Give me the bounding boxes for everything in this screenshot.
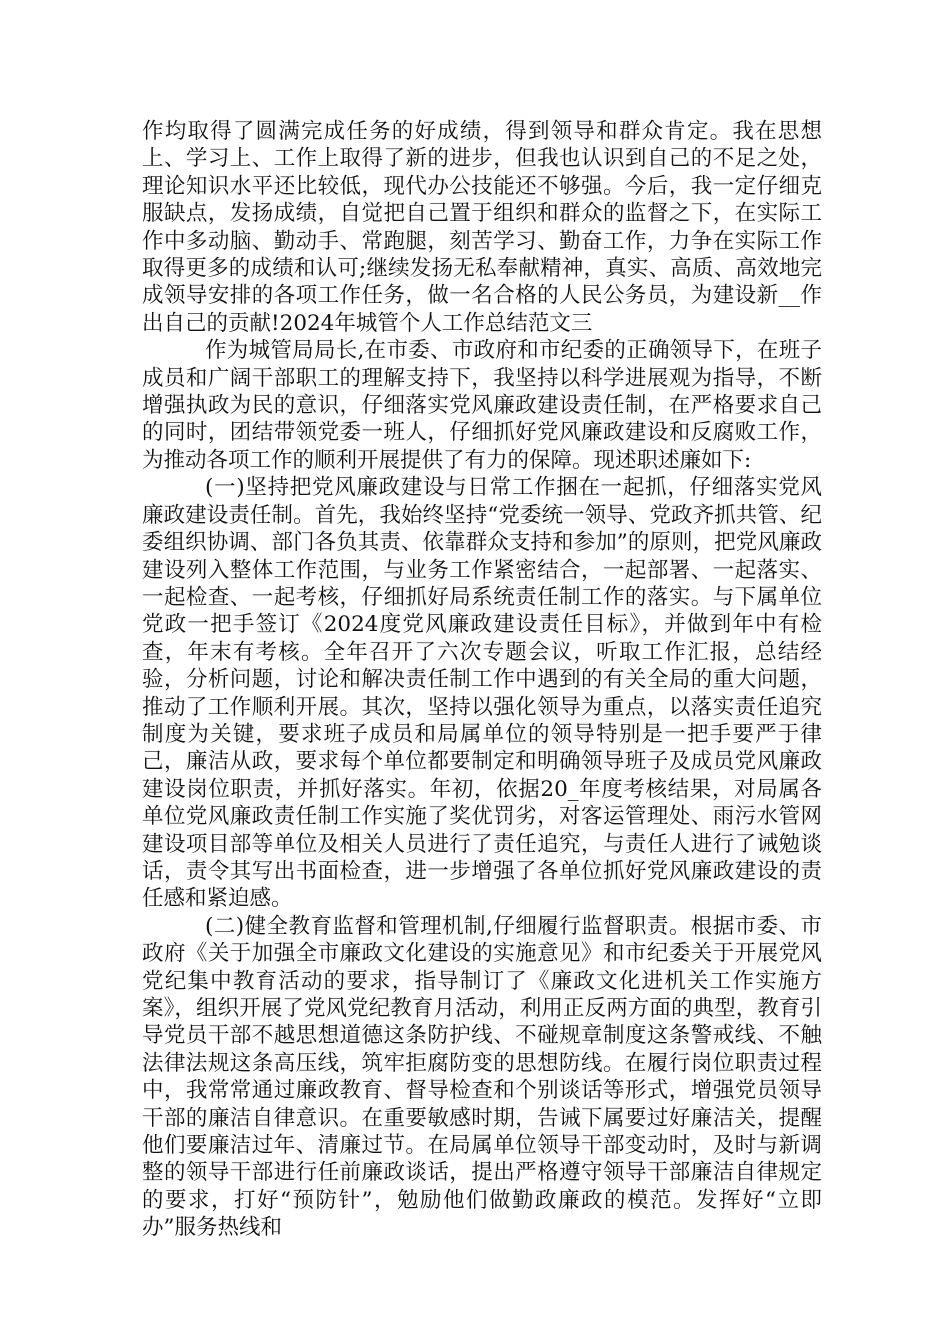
paragraph-2: 作为城管局局长,在市委、市政府和市纪委的正确领导下，在班子成员和广阔干部职工的理解支持下，我坚持以科学进展观为指导，不断增强执政为民的意识，仔细落实党风廉政建设责任制，在严格要求自己的同时，团结带领党委一班人，仔细抓好党风廉政建设和反腐败工作，为推动各项工作的顺利开展提供了有力的保障。现述职述廉如下: [142,338,822,473]
paragraph-1: 作均取得了圆满完成任务的好成绩，得到领导和群众肯定。我在思想上、学习上、工作上取得了新的进步，但我也认识到自己的不足之处，理论知识水平还比较低，现代办公技能还不够强。今后，我一定仔细克服缺点，发扬成绩，自觉把自己置于组织和群众的监督之下，在实际工作中多动脑、勤动手、常跑腿，刻苦学习、勤奋工作，力争在实际工作取得更多的成绩和认可;继续发扬无私奉献精神，真实、高质、高效地完成领导安排的各项工作任务，做一名合格的人民公务员，为建设新__作出自己的贡献!2024年城管个人工作总结范文三 [142,119,822,336]
document-body [142,118,822,1242]
paragraph-4: (二)健全教育监督和管理机制,仔细履行监督职责。根据市委、市政府《关于加强全市廉政文化建设的实施意见》和市纪委关于开展党风党纪集中教育活动的要求，指导制订了《廉政文化进机关工作实施方案》，组织开展了党风党纪教育月活动，利用正反两方面的典型，教育引导党员干部不越思想道德这条防护线、不碰规章制度这条警戒线、不触法律法规这条高压线，筑牢拒腐防变的思想防线。在履行岗位职责过程中，我常常通过廉政教育、督导检查和个别谈话等形式，增强党员领导干部的廉洁自律意识。在重要敏感时期，告诫下属要过好廉洁关，提醒他们要廉洁过年、清廉过节。在局属单位领导干部变动时，及时与新调整的领导干部进行任前廉政谈话，提出严格遵守领导干部廉洁自律规定的要求，打好“预防针”，勉励他们做勤政廉政的模范。发挥好“立即办”服务热线和 [142,913,822,1241]
paragraph-3: (一)坚持把党风廉政建设与日常工作捆在一起抓，仔细落实党风廉政建设责任制。首先，我始终坚持“党委统一领导、党政齐抓共管、纪委组织协调、部门各负其责、依靠群众支持和参加”的原则，把党风廉政建设列入整体工作范围，与业务工作紧密结合，一起部署、一起落实、一起检查、一起考核，仔细抓好局系统责任制工作的落实。与下属单位党政一把手签订《2024度党风廉政建设责任目标》，并做到年中有检查，年末有考核。全年召开了六次专题会议，听取工作汇报，总结经验，分析问题，讨论和解决责任制工作中遇到的有关全局的重大问题，推动了工作顺利开展。其次，坚持以强化领导为重点，以落实责任追究制度为关键，要求班子成员和局属单位的领导特别是一把手要严于律己，廉洁从政，要求每个单位都要制定和明确领导班子及成员党风廉政建设岗位职责，并抓好落实。年初，依据20_年度考核结果，对局属各单位党风廉政责任制工作实施了奖优罚劣，对客运管理处、雨污水管网建设项目部等单位及相关人员进行了责任追究，与责任人进行了诫勉谈话，责令其写出书面检查，进一步增强了各单位抓好党风廉政建设的责任感和紧迫感。 [142,475,822,912]
